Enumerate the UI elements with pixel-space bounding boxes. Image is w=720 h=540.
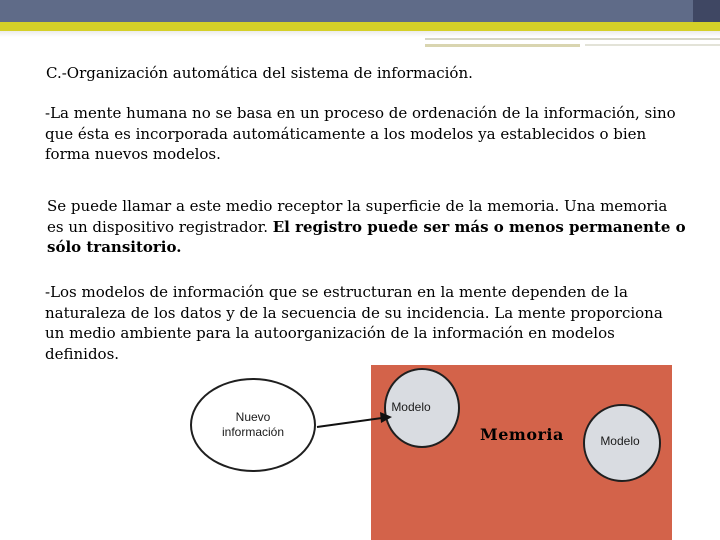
paragraph-normal-text: Se puede llamar a este medio receptor la superficie de la memoria. Una memoria es un dispositivo registrador. — [47, 197, 668, 236]
modelo-inside-label: Modelo — [391, 400, 431, 414]
nuevo-label-line2: información — [221, 425, 285, 439]
paragraph-bold-text: El registro puede ser más o menos permanente o sólo transitorio. — [47, 217, 686, 256]
arrow-head — [380, 412, 392, 423]
modelo-outside-label: Modelo — [600, 434, 640, 448]
slide-title: C.-Organización automática del sistema de información. — [46, 64, 473, 82]
memoria-label: Memoria — [480, 425, 564, 444]
arrow-line — [317, 418, 382, 427]
paragraph-modelos-informacion: -Los modelos de información que se estructuran en la mente dependen de la naturaleza de los datos y de la secuencia de su incidencia. La mente proporciona un medio ambiente para la autoorganización de la información en modelos definidos. — [45, 283, 663, 363]
nuevo-label-line1: Nuevo — [235, 410, 271, 424]
paragraph-mente-humana: -La mente humana no se basa en un proceso de ordenación de la información, sino que ésta es incorporada automáticamente a los modelos ya establecidos o bien forma nuevos modelos. — [45, 104, 676, 163]
